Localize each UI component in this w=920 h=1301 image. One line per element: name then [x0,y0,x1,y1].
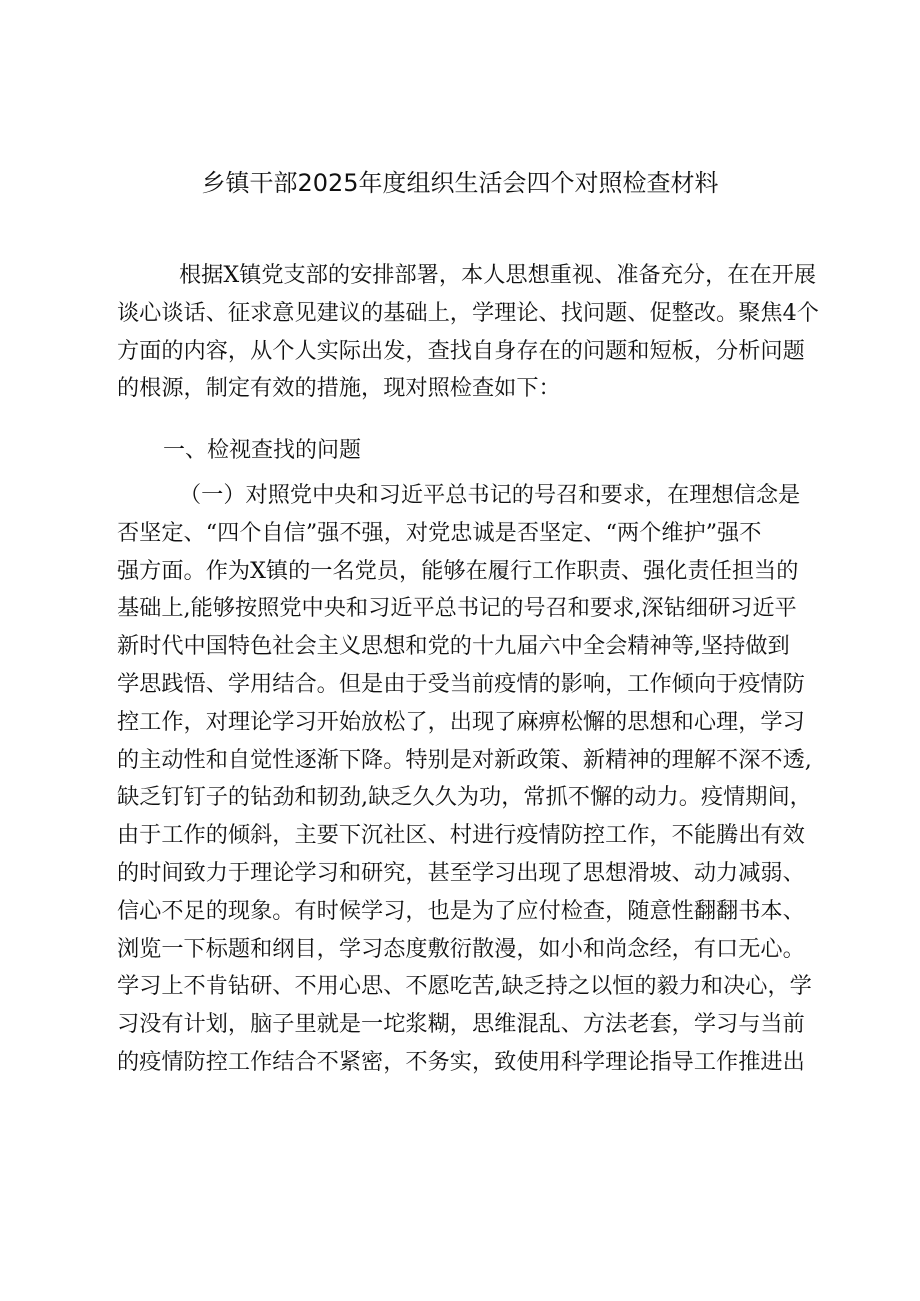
paragraph-line: 信心不足的现象。有时候学习，也是为了应付检查，随意性翻翻书本、 [117,897,805,924]
paragraph-line: 浏览一下标题和纲目，学习态度敷衍散漫，如小和尚念经，有口无心。 [117,935,805,962]
paragraph-line: 控工作，对理论学习开始放松了，出现了麻痹松懈的思想和心理，学习 [117,708,805,735]
paragraph-line: 的疫情防控工作结合不紧密，不务实，致使用科学理论指导工作推进出 [117,1048,805,1075]
paragraph-line: （一）对照党中央和习近平总书记的号召和要求，在理想信念是 [179,482,801,508]
paragraph-line: 的主动性和自觉性逐渐下降。特别是对新政策、新精神的理解不深不透, [117,746,812,773]
paragraph-line: 的时间致力于理论学习和研究，甚至学习出现了思想滑坡、动力减弱、 [117,859,805,886]
paragraph-line: 学思践悟、学用结合。但是由于受当前疫情的影响，工作倾向于疫情防 [117,670,805,697]
paragraph-line: 谈心谈话、征求意见建议的基础上，学理论、找问题、促整改。聚焦4个 [117,299,819,326]
section-1-paragraph [117,477,837,1082]
paragraph-line: 否坚定、“四个自信”强不强，对党忠诚是否坚定、“两个维护”强不 [117,519,762,546]
paragraph-line: 习没有计划，脑子里就是一坨浆糊，思维混乱、方法老套，学习与当前 [117,1011,805,1038]
intro-paragraph [117,257,837,408]
paragraph-line: 基础上,能够按照党中央和习近平总书记的号召和要求,深钻细研习近平 [117,595,797,622]
paragraph-line: 缺乏钉钉子的钻劲和韧劲,缺乏久久为功，常抓不懈的动力。疫情期间， [117,784,812,811]
section-heading: 一、检视查找的问题 [163,438,362,463]
paragraph-line: 新时代中国特色社会主义思想和党的十九届六中全会精神等,坚持做到 [117,633,790,660]
paragraph-line: 由于工作的倾斜，主要下沉社区、村进行疫情防控工作，不能腾出有效 [117,822,805,849]
paragraph-line: 的根源，制定有效的措施，现对照检查如下： [117,375,561,402]
paragraph-line: 强方面。作为X镇的一名党员，能够在履行工作职责、强化责任担当的 [117,557,799,584]
document-title: 乡镇干部2025年度组织生活会四个对照检查材料 [201,169,719,197]
paragraph-line: 方面的内容，从个人实际出发，查找自身存在的问题和短板，分析问题 [117,337,805,364]
paragraph-line: 根据X镇党支部的安排部署，本人思想重视、准备充分，在在开展 [179,262,817,288]
paragraph-line: 学习上不肯钻研、不用心思、不愿吃苦,缺乏持之以恒的毅力和决心，学 [117,973,812,1000]
